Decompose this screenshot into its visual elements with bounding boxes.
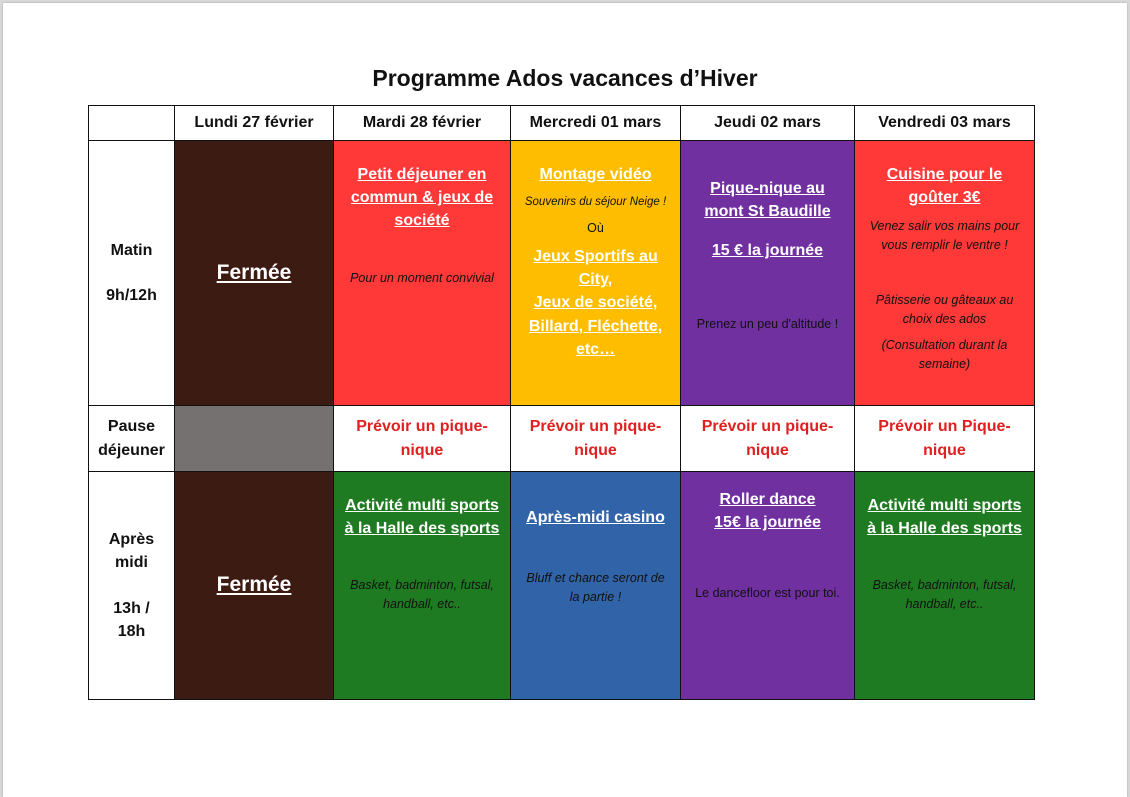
corner-cell xyxy=(89,106,175,141)
thursday-afternoon-activity xyxy=(681,472,855,700)
or-label: Où xyxy=(587,220,604,235)
activity-note: Pour un moment convivial xyxy=(350,270,494,285)
morning-time: 9h/12h xyxy=(106,287,157,304)
header-row xyxy=(89,106,1035,141)
wednesday-morning-activity xyxy=(511,141,681,406)
row-label-morning xyxy=(89,141,175,406)
thursday-lunch-cell: Prévoir un pique- nique xyxy=(681,406,855,472)
activity-note-2: Pâtisserie ou gâteaux au choix des ados xyxy=(875,292,1014,326)
wednesday-lunch-cell: Prévoir un pique- nique xyxy=(511,406,681,472)
activity-title: Roller dance 15€ la journée xyxy=(714,491,821,532)
monday-morning-closed xyxy=(175,141,334,406)
activity-note: Le dancefloor est pour toi. xyxy=(695,586,840,601)
day-header-tuesday: Mardi 28 février xyxy=(334,106,511,141)
friday-afternoon-activity xyxy=(855,472,1035,700)
monday-lunch-cell xyxy=(175,406,334,472)
closed-label: Fermée xyxy=(216,573,292,597)
tuesday-afternoon-activity xyxy=(334,472,511,700)
activity-title: Montage vidéo xyxy=(539,166,652,183)
schedule-table xyxy=(88,105,1035,700)
row-label-afternoon: Après midi 13h / 18h xyxy=(89,472,175,700)
day-header-friday: Vendredi 03 mars xyxy=(855,106,1035,141)
closed-label: Fermée xyxy=(216,260,292,284)
friday-lunch-cell: Prévoir un Pique- nique xyxy=(855,406,1035,472)
activity-title: Activité multi sports à la Halle des sports xyxy=(867,497,1022,538)
afternoon-row xyxy=(89,472,1035,700)
activity-note-3: (Consultation durant la semaine) xyxy=(881,338,1008,372)
monday-afternoon-closed xyxy=(175,472,334,700)
day-header-monday: Lundi 27 février xyxy=(175,106,334,141)
document-page xyxy=(3,3,1127,797)
wednesday-afternoon-activity xyxy=(511,472,681,700)
activity-title: Cuisine pour le goûter 3€ xyxy=(886,166,1003,207)
row-label-lunch: Pause déjeuner xyxy=(89,406,175,472)
friday-morning-activity xyxy=(855,141,1035,406)
activity-title: Après-midi casino xyxy=(526,509,665,526)
day-header-thursday: Jeudi 02 mars xyxy=(681,106,855,141)
activity-price: 15 € la journée xyxy=(711,242,824,260)
activity-title: Petit déjeuner en commun & jeux de société xyxy=(350,166,494,230)
activity-note: Basket, badminton, futsal, handball, etc.. xyxy=(350,578,494,612)
morning-row xyxy=(89,141,1035,406)
activity-note: Prenez un peu d'altitude ! xyxy=(696,316,839,331)
day-header-wednesday: Mercredi 01 mars xyxy=(511,106,681,141)
activity-note: Basket, badminton, futsal, handball, etc.. xyxy=(872,578,1017,612)
tuesday-lunch-cell: Prévoir un pique- nique xyxy=(334,406,511,472)
thursday-morning-activity xyxy=(681,141,855,406)
activity-subtitle: Souvenirs du séjour Neige ! xyxy=(524,196,667,209)
activity-title: Pique-nique au mont St Baudille xyxy=(704,180,831,221)
morning-label: Matin xyxy=(110,241,153,259)
activity-note: Venez salir vos mains pour vous remplir le ventre ! xyxy=(869,219,1020,253)
lunch-row xyxy=(89,406,1035,472)
activity-title-alt: Jeux Sportifs au City, Jeux de société, Billard, Fléchette, etc… xyxy=(528,247,663,358)
activity-title: Activité multi sports à la Halle des sports xyxy=(344,497,500,538)
page-title: Programme Ados vacances d’Hiver xyxy=(372,65,758,91)
activity-note: Bluff et chance seront de la partie ! xyxy=(526,571,665,604)
tuesday-morning-activity xyxy=(334,141,511,406)
